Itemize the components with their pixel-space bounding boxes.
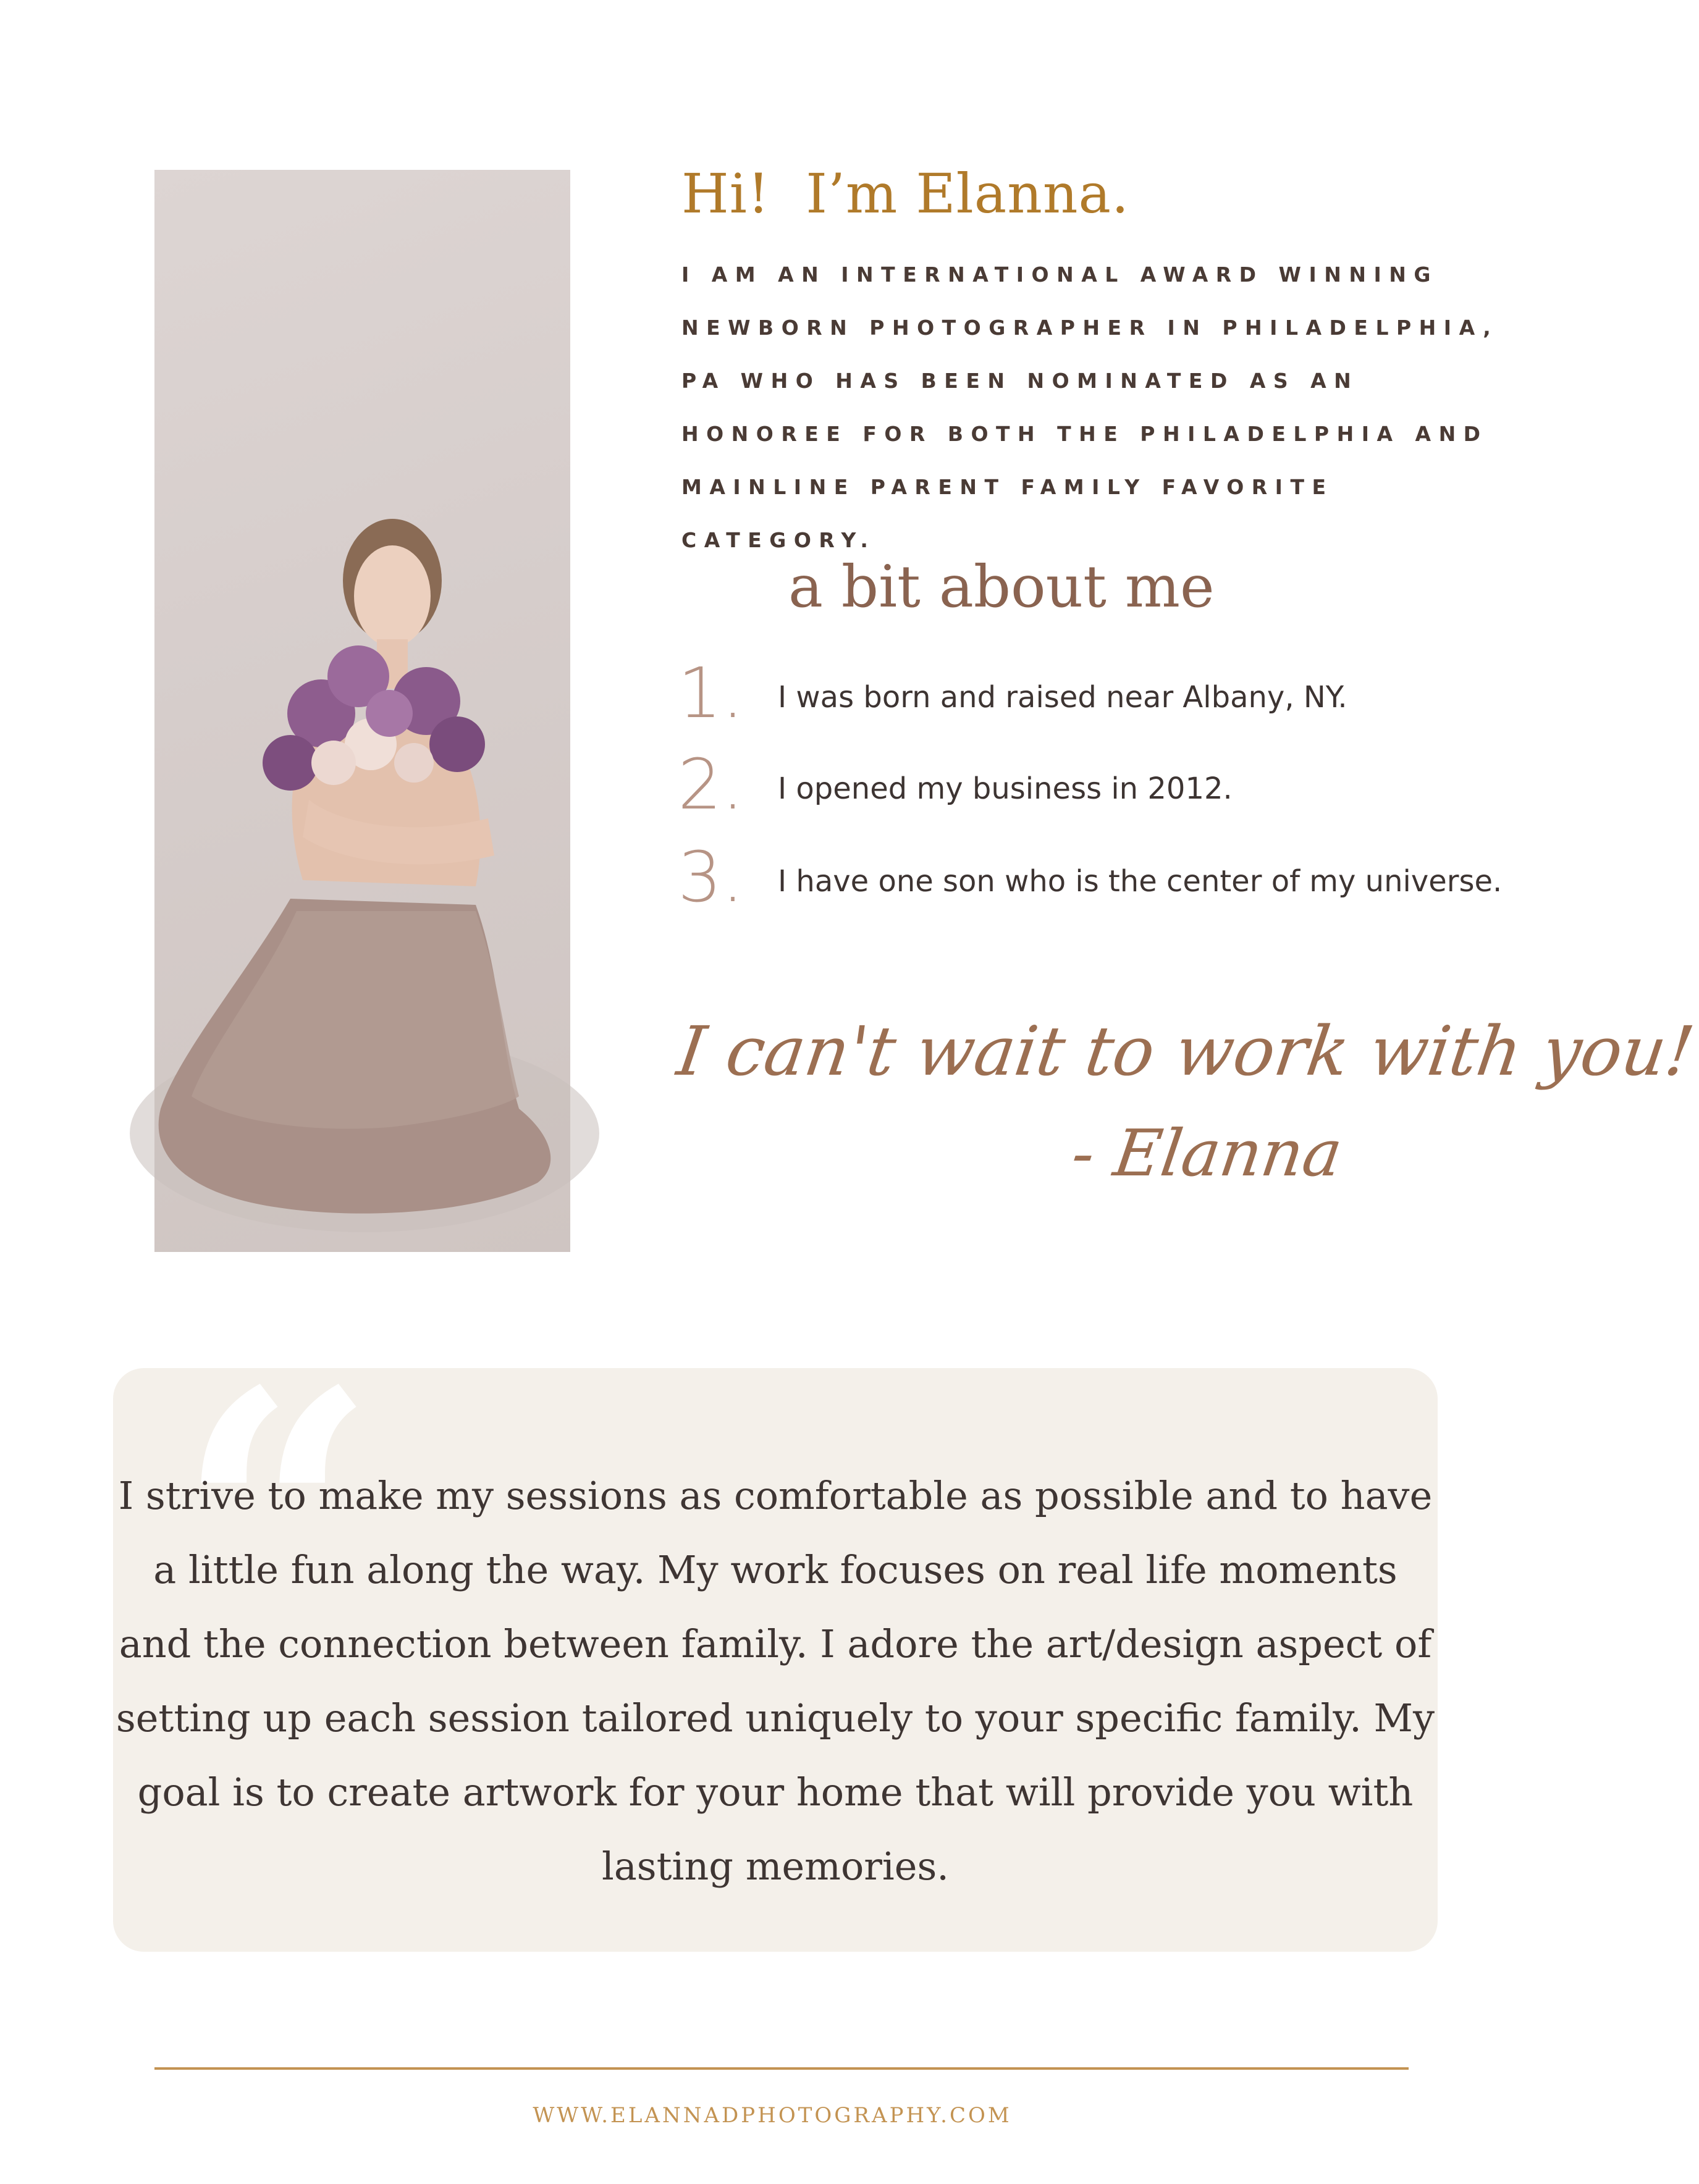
signature-message: I can't wait to work with you! xyxy=(673,1012,1699,1091)
intro-paragraph: I AM AN INTERNATIONAL AWARD WINNING NEWBORN PHOTOGRAPHER IN PHILADELPHIA, PA WHO HAS BEEN NOMINATED AS AN HONOREE FOR BOTH THE PHILADELPHIA AND MAINLINE PARENT FAMILY FAVORITE CATEGORY. xyxy=(681,262,1499,552)
fact-number: 1. xyxy=(678,653,744,734)
about-me-heading: a bit about me xyxy=(788,553,1215,621)
fact-number: 2. xyxy=(678,745,744,825)
quote-text: I strive to make my sessions as comfortable as possible and to have a little fun along the way. My work focuses on real life moments and the connection between family. I adore the art/design aspect of setting up each session tailored uniquely to your specific family. My goal is to create artwork for your home that will provide you with lasting memories. xyxy=(116,1473,1435,1889)
about-fact-1 xyxy=(678,653,1543,737)
signature-name: - Elanna xyxy=(1067,1115,1347,1191)
quote-mark-icon: “ xyxy=(177,1316,377,1723)
fact-text: I opened my business in 2012. xyxy=(778,771,1233,806)
fact-number: 3. xyxy=(678,838,744,918)
about-fact-2 xyxy=(678,745,1543,828)
greeting-heading: Hi! I’m Elanna. xyxy=(681,162,1129,225)
fact-text: I have one son who is the center of my universe. xyxy=(778,864,1503,899)
footer-divider xyxy=(154,2067,1409,2070)
portrait-photo xyxy=(154,170,570,1252)
website-link[interactable]: WWW.ELANNADPHOTOGRAPHY.COM xyxy=(533,2103,1012,2128)
fact-text: I was born and raised near Albany, NY. xyxy=(778,680,1347,715)
about-fact-3 xyxy=(678,838,1543,921)
